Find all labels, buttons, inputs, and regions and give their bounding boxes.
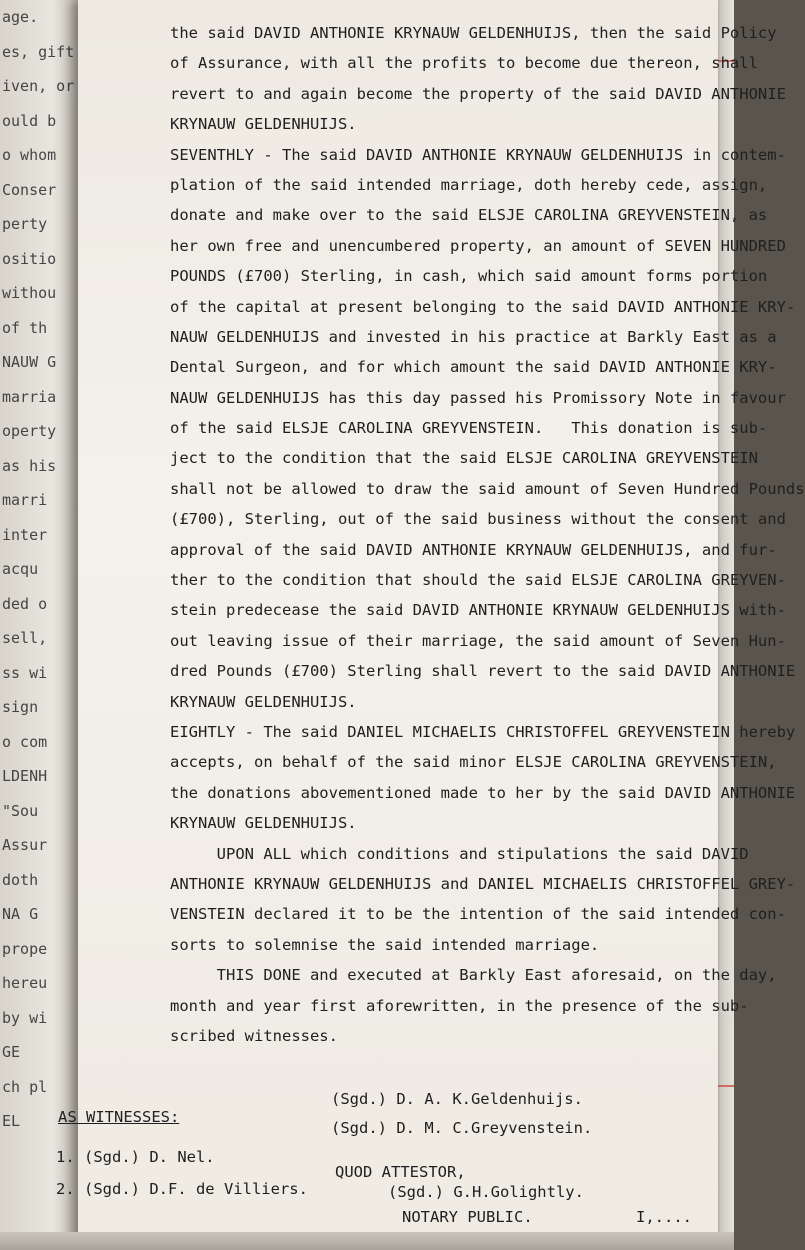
document-line: of Assurance, with all the profits to become due thereon, shall [170, 54, 758, 73]
document-line: dred Pounds (£700) Sterling shall revert to the said DAVID ANTHONIE [170, 662, 796, 681]
document-line: ther to the condition that should the said ELSJE CAROLINA GREYVEN- [170, 571, 786, 590]
document-line: ANTHONIE KRYNAUW GELDENHUIJS and DANIEL MICHAELIS CHRISTOFFEL GREY- [170, 874, 796, 893]
document-line: ject to the condition that the said ELSJE CAROLINA GREYVENSTEIN [170, 449, 758, 468]
notary-signature: (Sgd.) G.H.Golightly. [388, 1183, 584, 1201]
left-page-fragment: prope [2, 939, 48, 958]
document-line: stein predecease the said DAVID ANTHONIE KRYNAUW GELDENHUIJS with- [170, 601, 786, 620]
left-page-fragment: ded o [2, 594, 48, 613]
left-page-fragment: sell, [2, 629, 48, 647]
document-line: the said DAVID ANTHONIE KRYNAUW GELDENHUIJS, then the said Policy [170, 24, 777, 42]
left-page-fragment: inter [2, 525, 48, 544]
left-page-fragment: Assur [2, 836, 48, 854]
document-line: the donations abovementioned made to her by the said DAVID ANTHONIE [170, 783, 796, 802]
witnesses-heading: AS WITNESSES: [58, 1108, 180, 1126]
witness-1: 1. (Sgd.) D. Nel. [56, 1148, 215, 1166]
signature-line-1: (Sgd.) D. A. K.Geldenhuijs. [331, 1090, 583, 1108]
left-page-fragment: o whom [2, 146, 57, 164]
left-page-fragment: iven, or [2, 77, 75, 95]
document-line: of the said ELSJE CAROLINA GREYVENSTEIN. This donation is sub- [170, 419, 768, 438]
left-page-fragment: Conser [2, 180, 57, 199]
left-page-fragment: ositio [2, 249, 57, 268]
document-line: THIS DONE and executed at Barkly East aforesaid, on the day, [170, 966, 777, 985]
document-line: revert to and again become the property of the said DAVID ANTHONIE [170, 84, 786, 103]
document-line: SEVENTHLY - The said DAVID ANTHONIE KRYNAUW GELDENHUIJS in contem- [170, 145, 786, 164]
left-page-fragment: marri [2, 491, 48, 509]
left-page-fragment: ch pl [2, 1077, 48, 1096]
document-line: NAUW GELDENHUIJS and invested in his practice at Barkly East as a [170, 327, 777, 346]
left-page-fragment: NA G [2, 905, 39, 923]
left-page-fragment: "Sou [2, 801, 39, 820]
quod-attestor: QUOD ATTESTOR, [335, 1163, 466, 1181]
left-page-fragment: doth [2, 870, 39, 889]
document-line: scribed witnesses. [170, 1026, 338, 1045]
notary-title: NOTARY PUBLIC. [402, 1208, 533, 1226]
document-line: donate and make over to the said ELSJE CAROLINA GREYVENSTEIN, as [170, 206, 768, 225]
document-line: (£700), Sterling, out of the said business without the consent and [170, 510, 786, 529]
left-page-fragment: acqu [2, 560, 39, 578]
left-page-fragment: withou [2, 284, 57, 302]
left-page-fragment: ss wi [2, 663, 48, 682]
left-page-fragment: as his [2, 456, 57, 475]
desk-strip [0, 1232, 734, 1250]
left-page-fragment: ould b [2, 111, 57, 130]
document-line: of the capital at present belonging to the said DAVID ANTHONIE KRY- [170, 297, 796, 316]
left-page-fragment: age. [2, 8, 39, 26]
document-sheet [56, 0, 805, 1250]
left-page-fragment: hereu [2, 974, 48, 992]
document-line: KRYNAUW GELDENHUIJS. [170, 115, 357, 134]
left-page-fragment: LDENH [2, 767, 48, 785]
document-line: KRYNAUW GELDENHUIJS. [170, 814, 357, 833]
left-page-fragment: GE [2, 1043, 21, 1061]
document-line: out leaving issue of their marriage, the said amount of Seven Hun- [170, 631, 786, 650]
document-line: UPON ALL which conditions and stipulations the said DAVID [170, 844, 749, 863]
left-page-fragment: sign [2, 698, 39, 716]
document-line: month and year first aforewritten, in the presence of the sub- [170, 996, 749, 1015]
document-body [170, 18, 805, 1051]
document-line: plation of the said intended marriage, doth hereby cede, assign, [170, 175, 768, 194]
document-line: VENSTEIN declared it to be the intention of the said intended con- [170, 905, 786, 924]
document-line: approval of the said DAVID ANTHONIE KRYNAUW GELDENHUIJS, and fur- [170, 540, 777, 559]
document-line: shall not be allowed to draw the said amount of Seven Hundred Pounds [170, 479, 805, 498]
document-line: POUNDS (£700) Sterling, in cash, which said amount forms portion [170, 267, 768, 286]
witness-2: 2. (Sgd.) D.F. de Villiers. [56, 1180, 308, 1198]
signature-line-2: (Sgd.) D. M. C.Greyvenstein. [331, 1119, 593, 1137]
document-line: NAUW GELDENHUIJS has this day passed his Promissory Note in favour [170, 388, 786, 407]
document-line: KRYNAUW GELDENHUIJS. [170, 692, 357, 711]
left-page-fragment: perty [2, 215, 48, 233]
document-line: sorts to solemnise the said intended marriage. [170, 935, 600, 954]
document-line: accepts, on behalf of the said minor ELSJE CAROLINA GREYVENSTEIN, [170, 753, 777, 772]
document-line: her own free and unencumbered property, an amount of SEVEN HUNDRED [170, 236, 786, 255]
left-page-fragment: o com [2, 732, 48, 751]
left-page-fragment: by wi [2, 1008, 48, 1027]
left-page-fragment: operty [2, 422, 57, 440]
left-page-fragment: EL [2, 1112, 21, 1130]
left-page-fragment: marria [2, 387, 57, 406]
left-page-fragment: NAUW G [2, 353, 57, 371]
document-line: Dental Surgeon, and for which amount the said DAVID ANTHONIE KRY- [170, 358, 777, 377]
left-page-fragment: es, gift [2, 42, 75, 61]
folio-mark: I,.... [636, 1208, 692, 1226]
document-line: EIGHTLY - The said DANIEL MICHAELIS CHRISTOFFEL GREYVENSTEIN hereby [170, 722, 796, 741]
left-page-fragment: of th [2, 318, 48, 337]
